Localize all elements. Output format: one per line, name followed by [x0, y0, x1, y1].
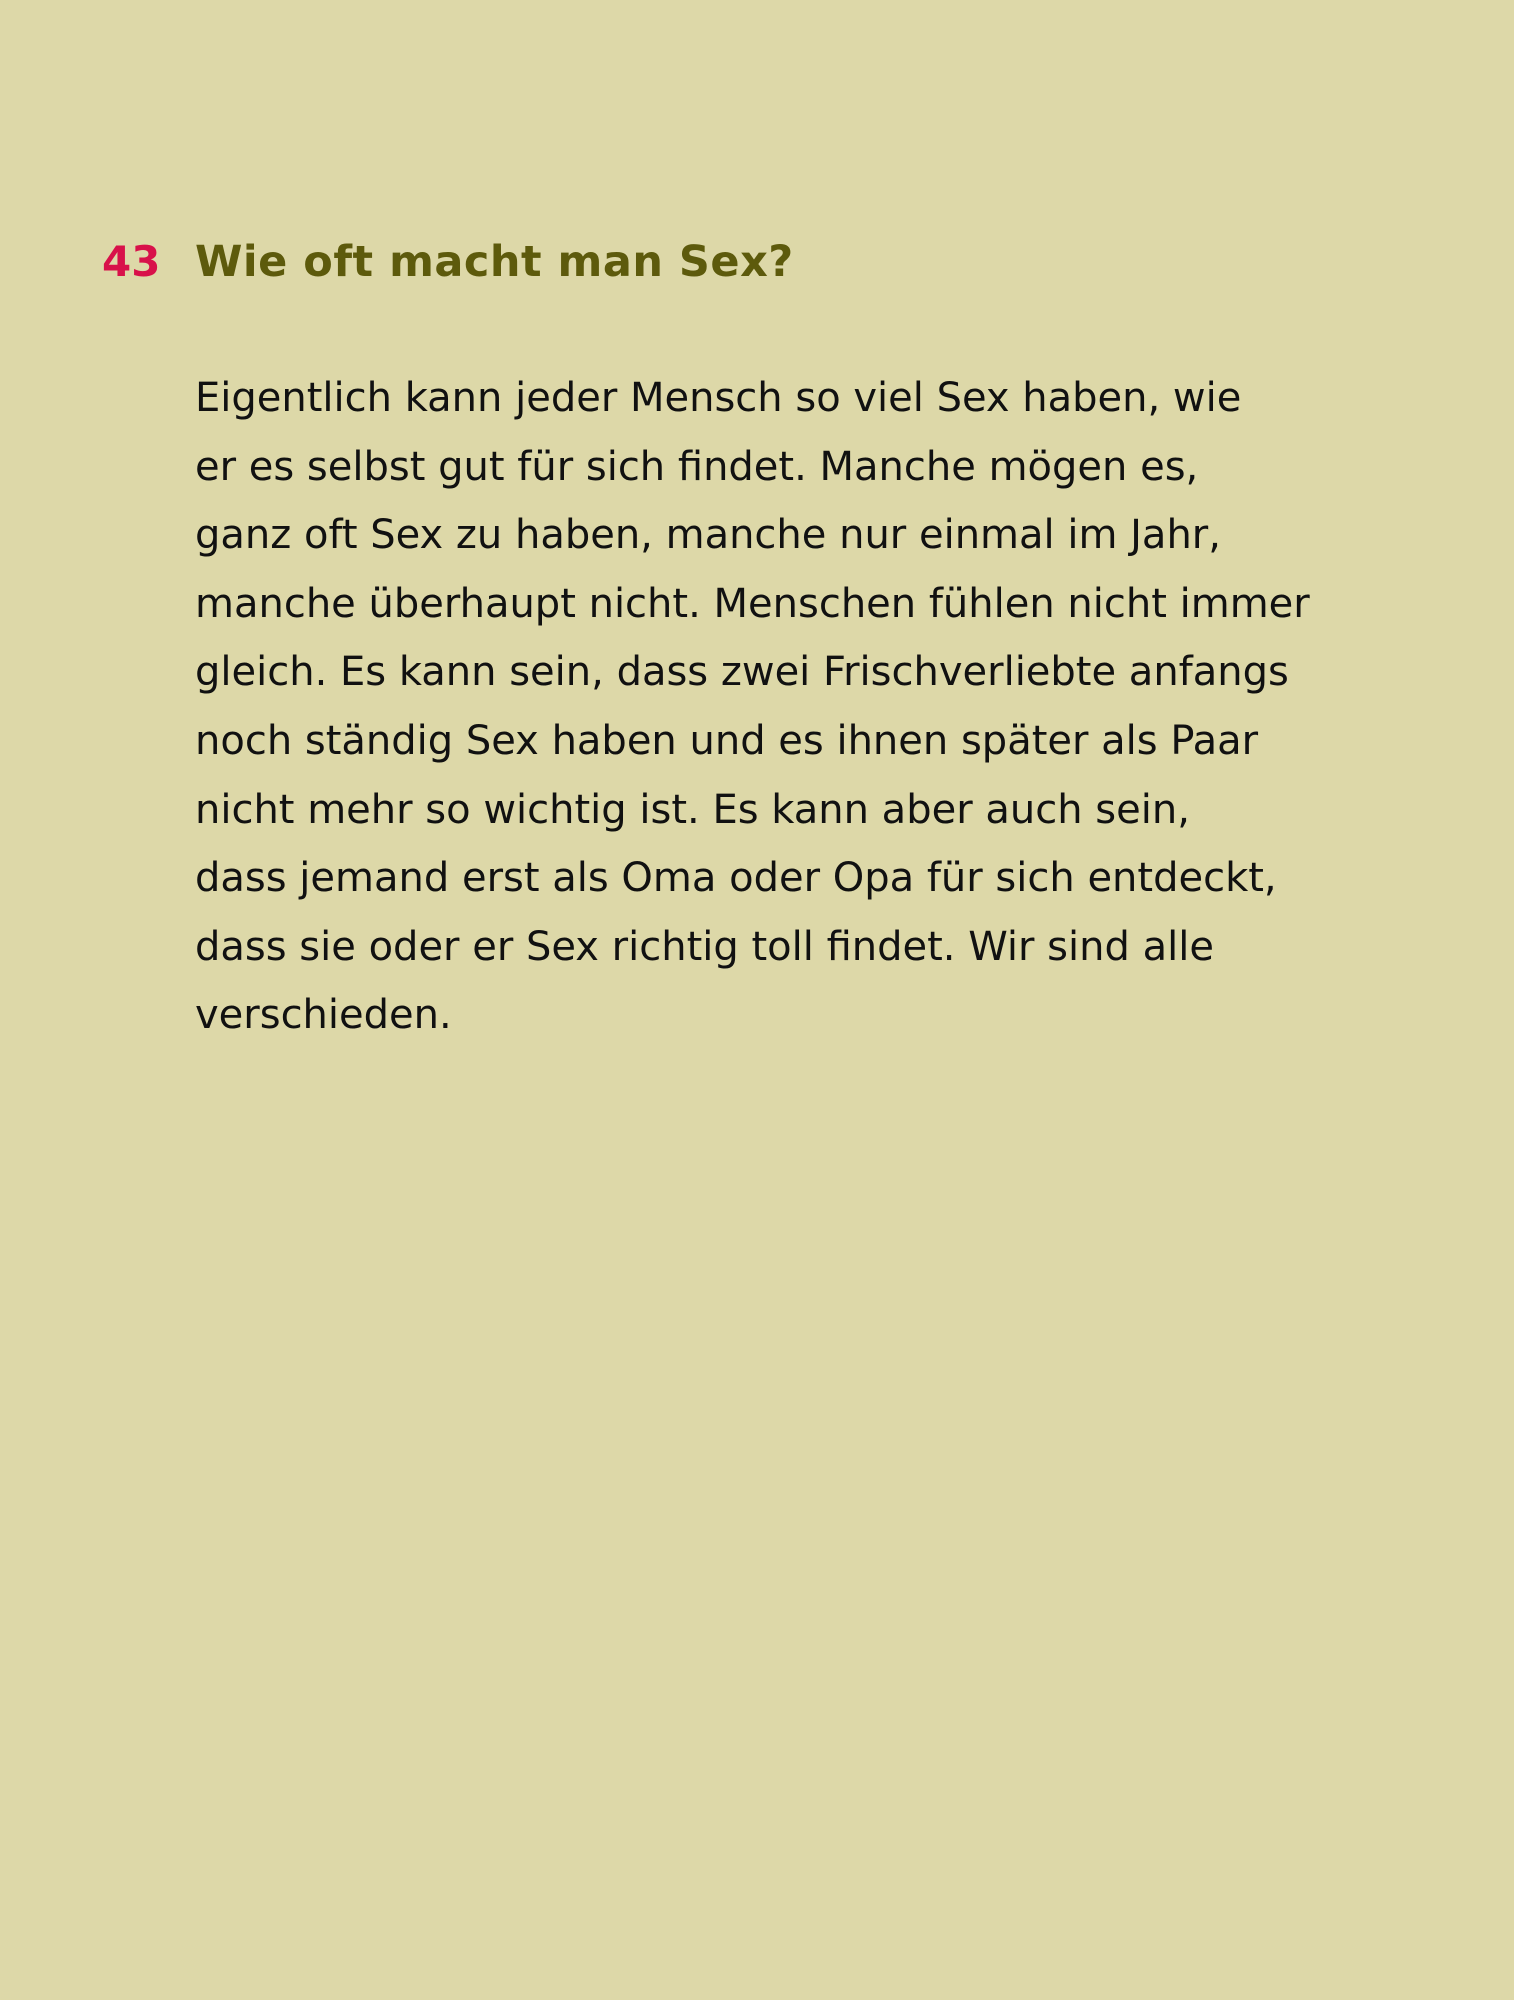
text-line: gleich. Es kann sein, dass zwei Frischverliebte anfangs	[195, 649, 1289, 696]
text-line: Eigentlich kann jeder Mensch so viel Sex haben, wie	[195, 375, 1242, 421]
text-line: er es selbst gut für sich findet. Manche mögen es,	[195, 443, 1199, 490]
question-title: Wie oft macht man Sex?	[195, 237, 794, 287]
text-line: dass jemand erst als Oma oder Opa für sich entdeckt,	[195, 855, 1277, 902]
question-number: 43	[102, 237, 161, 286]
text-line: noch ständig Sex haben und es ihnen später als Paar	[195, 717, 1259, 764]
text-line: manche überhaupt nicht. Menschen fühlen nicht immer	[195, 580, 1310, 627]
text-line: ganz oft Sex zu haben, manche nur einmal im Jahr,	[195, 512, 1221, 559]
text-line: dass sie oder er Sex richtig toll findet. Wir sind alle	[195, 923, 1214, 970]
text-line: nicht mehr so wichtig ist. Es kann aber auch sein,	[195, 786, 1190, 833]
text-line: verschieden.	[195, 992, 452, 1039]
question-heading	[102, 232, 794, 292]
answer-paragraph	[195, 364, 1345, 1050]
